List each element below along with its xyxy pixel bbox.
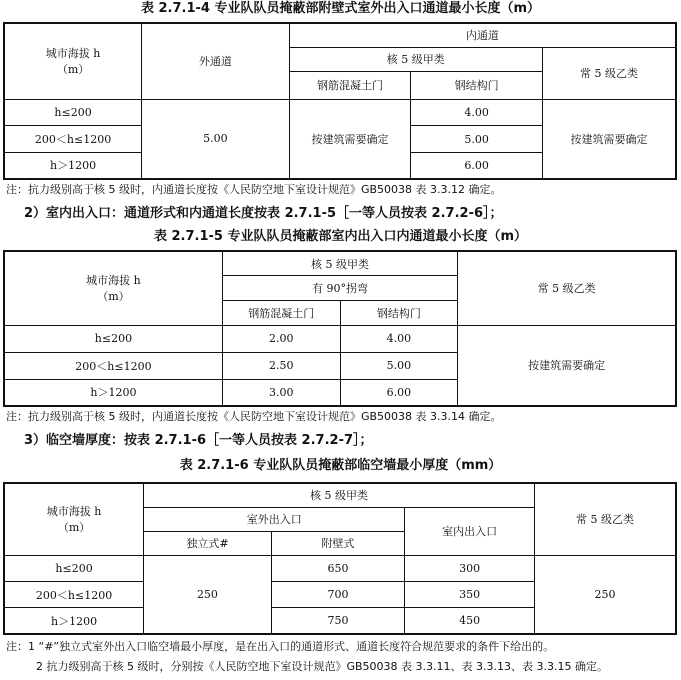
table2-title: 表 2.7.1-5 专业队队员掩蔽部室内出入口内通道最小长度（m） bbox=[153, 229, 528, 244]
table3-header-attached: 附壁式 bbox=[271, 531, 405, 555]
table1-c5b-value: 按建筑需要确定 bbox=[542, 99, 676, 179]
table2 bbox=[3, 250, 677, 407]
table1-header-altitude bbox=[4, 23, 142, 99]
table-row-rc: 2.00 bbox=[222, 325, 340, 352]
table-row-indoor: 300 bbox=[405, 555, 535, 581]
table1 bbox=[3, 22, 677, 180]
unit-label: （m） bbox=[57, 521, 91, 535]
table-row-rc: 2.50 bbox=[222, 352, 340, 379]
table2-header-rc: 钢筋混凝土门 bbox=[222, 300, 340, 325]
table-row-altitude: 200＜h≤1200 bbox=[4, 582, 144, 608]
table2-note: 注：抗力级别高于核 5 级时，内通道长度按《人民防空地下室设计规范》GB50038 表 3.3.14 确定。 bbox=[6, 410, 502, 423]
unit-label: （m） bbox=[56, 63, 90, 77]
table-row-altitude: h＞1200 bbox=[4, 608, 144, 634]
table-row-rc: 3.00 bbox=[222, 379, 340, 406]
table-row-altitude: h≤200 bbox=[4, 555, 144, 581]
table-row-steel: 4.00 bbox=[340, 325, 458, 352]
table3-note-2: 2 抗力级别高于核 5 级时，分别按《人民防空地下室设计规范》GB50038 表 3.3.11、表 3.3.13、表 3.3.15 确定。 bbox=[36, 660, 608, 673]
table2-header-c5b: 常 5 级乙类 bbox=[458, 251, 676, 325]
paragraph-wall-thickness: 3）临空墙厚度：按表 2.7.1-6［一等人员按表 2.7.2-7］； bbox=[24, 433, 373, 448]
table2-header-steel: 钢结构门 bbox=[340, 300, 458, 325]
table3-title: 表 2.7.1-6 专业队队员掩蔽部临空墙最小厚度（mm） bbox=[179, 458, 502, 473]
table1-note: 注：抗力级别高于核 5 级时，内通道长度按《人民防空地下室设计规范》GB50038 表 3.3.12 确定。 bbox=[6, 183, 502, 196]
altitude-label: 城市海拔 h bbox=[46, 505, 102, 519]
table1-rc-value: 按建筑需要确定 bbox=[289, 99, 411, 179]
table2-c5b-value: 按建筑需要确定 bbox=[458, 325, 676, 406]
table1-title: 表 2.7.1-4 专业队队员掩蔽部附壁式室外出入口通道最小长度（m） bbox=[140, 1, 541, 16]
table3-header-outdoor: 室外出入口 bbox=[144, 507, 405, 531]
table3-note-1: 注：1 “#”独立式室外出入口临空墙最小厚度，是在出入口的通道形式、通道长度符合规范要求的条件下给出的。 bbox=[6, 640, 555, 653]
table-row-altitude: h≤200 bbox=[4, 99, 142, 126]
table-row-indoor: 450 bbox=[405, 608, 535, 634]
table1-outer-value: 5.00 bbox=[142, 99, 290, 179]
table3 bbox=[3, 482, 677, 635]
unit-label: （m） bbox=[97, 290, 130, 304]
table3-header-c5b: 常 5 级乙类 bbox=[534, 483, 676, 555]
table-row-steel: 4.00 bbox=[411, 99, 543, 126]
table-row-indoor: 350 bbox=[405, 582, 535, 608]
table2-header-altitude bbox=[4, 251, 222, 325]
table-row-steel: 6.00 bbox=[340, 379, 458, 406]
table2-header-bend: 有 90°拐弯 bbox=[222, 276, 457, 301]
table-row-altitude: h＞1200 bbox=[4, 379, 222, 406]
table-row-attached: 700 bbox=[271, 582, 405, 608]
table-row-steel: 5.00 bbox=[411, 126, 543, 153]
altitude-label: 城市海拔 h bbox=[86, 274, 141, 288]
table-row-steel: 5.00 bbox=[340, 352, 458, 379]
table1-header-c5b: 常 5 级乙类 bbox=[542, 47, 676, 99]
table1-header-outer: 外通道 bbox=[142, 23, 290, 99]
table2-header-k5a: 核 5 级甲类 bbox=[222, 251, 457, 276]
table-row-altitude: h＞1200 bbox=[4, 152, 142, 179]
table3-independent-value: 250 bbox=[144, 555, 272, 634]
table-row-attached: 750 bbox=[271, 608, 405, 634]
table3-header-independent: 独立式# bbox=[144, 531, 272, 555]
table-row-altitude: h≤200 bbox=[4, 325, 222, 352]
table3-header-altitude bbox=[4, 483, 144, 555]
table1-header-k5a: 核 5 级甲类 bbox=[289, 47, 542, 71]
table-row-altitude: 200＜h≤1200 bbox=[4, 352, 222, 379]
table3-header-indoor: 室内出入口 bbox=[405, 507, 535, 555]
altitude-label: 城市海拔 h bbox=[45, 47, 101, 61]
table3-c5b-value: 250 bbox=[534, 555, 676, 634]
table1-header-inner: 内通道 bbox=[289, 23, 676, 47]
table1-header-steel: 钢结构门 bbox=[411, 72, 543, 100]
table-row-steel: 6.00 bbox=[411, 152, 543, 179]
paragraph-indoor-entrance: 2）室内出入口：通道形式和内通道长度按表 2.7.1-5［一等人员按表 2.7.2-6］； bbox=[24, 206, 503, 221]
table3-header-k5a: 核 5 级甲类 bbox=[144, 483, 535, 507]
table-row-attached: 650 bbox=[271, 555, 405, 581]
table-row-altitude: 200＜h≤1200 bbox=[4, 126, 142, 153]
table1-header-rc: 钢筋混凝土门 bbox=[289, 72, 411, 100]
